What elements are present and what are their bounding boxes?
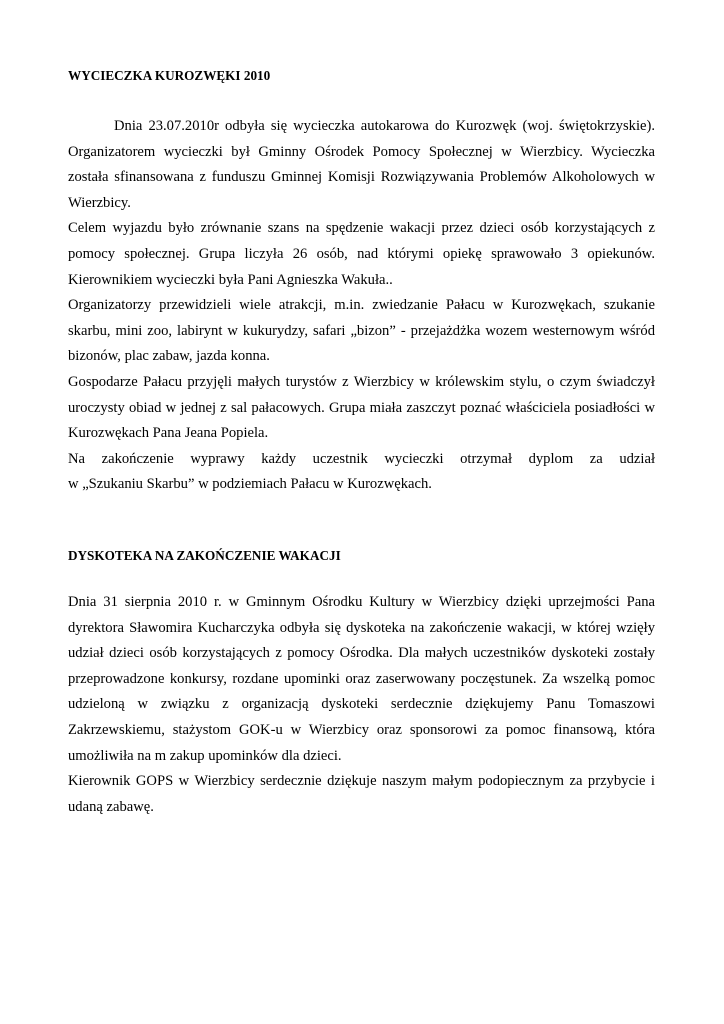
paragraph-trip-intro: Dnia 23.07.2010r odbyła się wycieczka autokarowa do Kurozwęk (woj. świętokrzyskie). Organizatorem wycieczki był Gminny Ośrodek Pomocy Społecznej w Wierzbicy. Wycieczka została sfinansowana z funduszu Gminnej Komisji Rozwiązywania Problemów Alkoholowych w Wierzbicy. (68, 118, 655, 211)
paragraph-trip-diploma: Na zakończenie wyprawy każdy uczestnik wycieczki otrzymał dyplom za udział (68, 450, 655, 467)
section-body-kurozweki (68, 114, 655, 498)
paragraph-trip-attractions: Organizatorzy przewidzieli wiele atrakcji, m.in. zwiedzanie Pałacu w Kurozwękach, szukanie skarbu, mini zoo, labirynt w kukurydzy, safari „bizon” - przejażdżka wozem westernowym wśród bizonów, plac zabaw, jazda konna. (68, 297, 655, 365)
paragraph-trip-diploma-cont: w „Szukaniu Skarbu” w podziemiach Pałacu w Kurozwękach. (68, 476, 432, 493)
section-body-dyskoteka (68, 590, 655, 820)
paragraph-disco-thanks: Kierownik GOPS w Wierzbicy serdecznie dziękuje naszym małym podopiecznym za przybycie i udaną zabawę. (68, 773, 655, 815)
paragraph-trip-hosts: Gospodarze Pałacu przyjęli małych turystów z Wierzbicy w królewskim stylu, o czym świadczył uroczysty obiad w jednej z sal pałacowych. Grupa miała zaszczyt poznać właściciela posiadłości w Kurozwękach Pana Jeana Popiela. (68, 373, 655, 442)
paragraph-trip-goal: Celem wyjazdu było zrównanie szans na spędzenie wakacji przez dzieci osób korzystających z pomocy społecznej. Grupa liczyła 26 osób, nad którymi opiekę sprawowało 3 opiekunów. Kierownikiem wycieczki była Pani Agnieszka Wakuła.. (68, 220, 655, 288)
section-title-dyskoteka: DYSKOTEKA NA ZAKOŃCZENIE WAKACJI (68, 548, 341, 563)
paragraph-disco-main: Dnia 31 sierpnia 2010 r. w Gminnym Ośrodku Kultury w Wierzbicy dzięki uprzejmości Pana dyrektora Sławomira Kucharczyka odbyła się dyskoteka na zakończenie wakacji, w której wzięły udział dzieci osób korzystających z pomocy Ośrodka. Dla małych uczestników dyskoteki zostały przeprowadzone konkursy, rozdane upominki oraz zaserwowany poczęstunek. Za wszelką pomoc udzieloną w związku z organizacją dyskoteki serdecznie dziękujemy Panu Tomaszowi Zakrzewskiemu, stażystom GOK-u w Wierzbicy oraz sponsorowi za pomoc finansową, która umożliwiła na m zakup upominków dla dzieci. (68, 594, 655, 764)
section-title-kurozweki: WYCIECZKA KUROZWĘKI 2010 (68, 68, 271, 83)
